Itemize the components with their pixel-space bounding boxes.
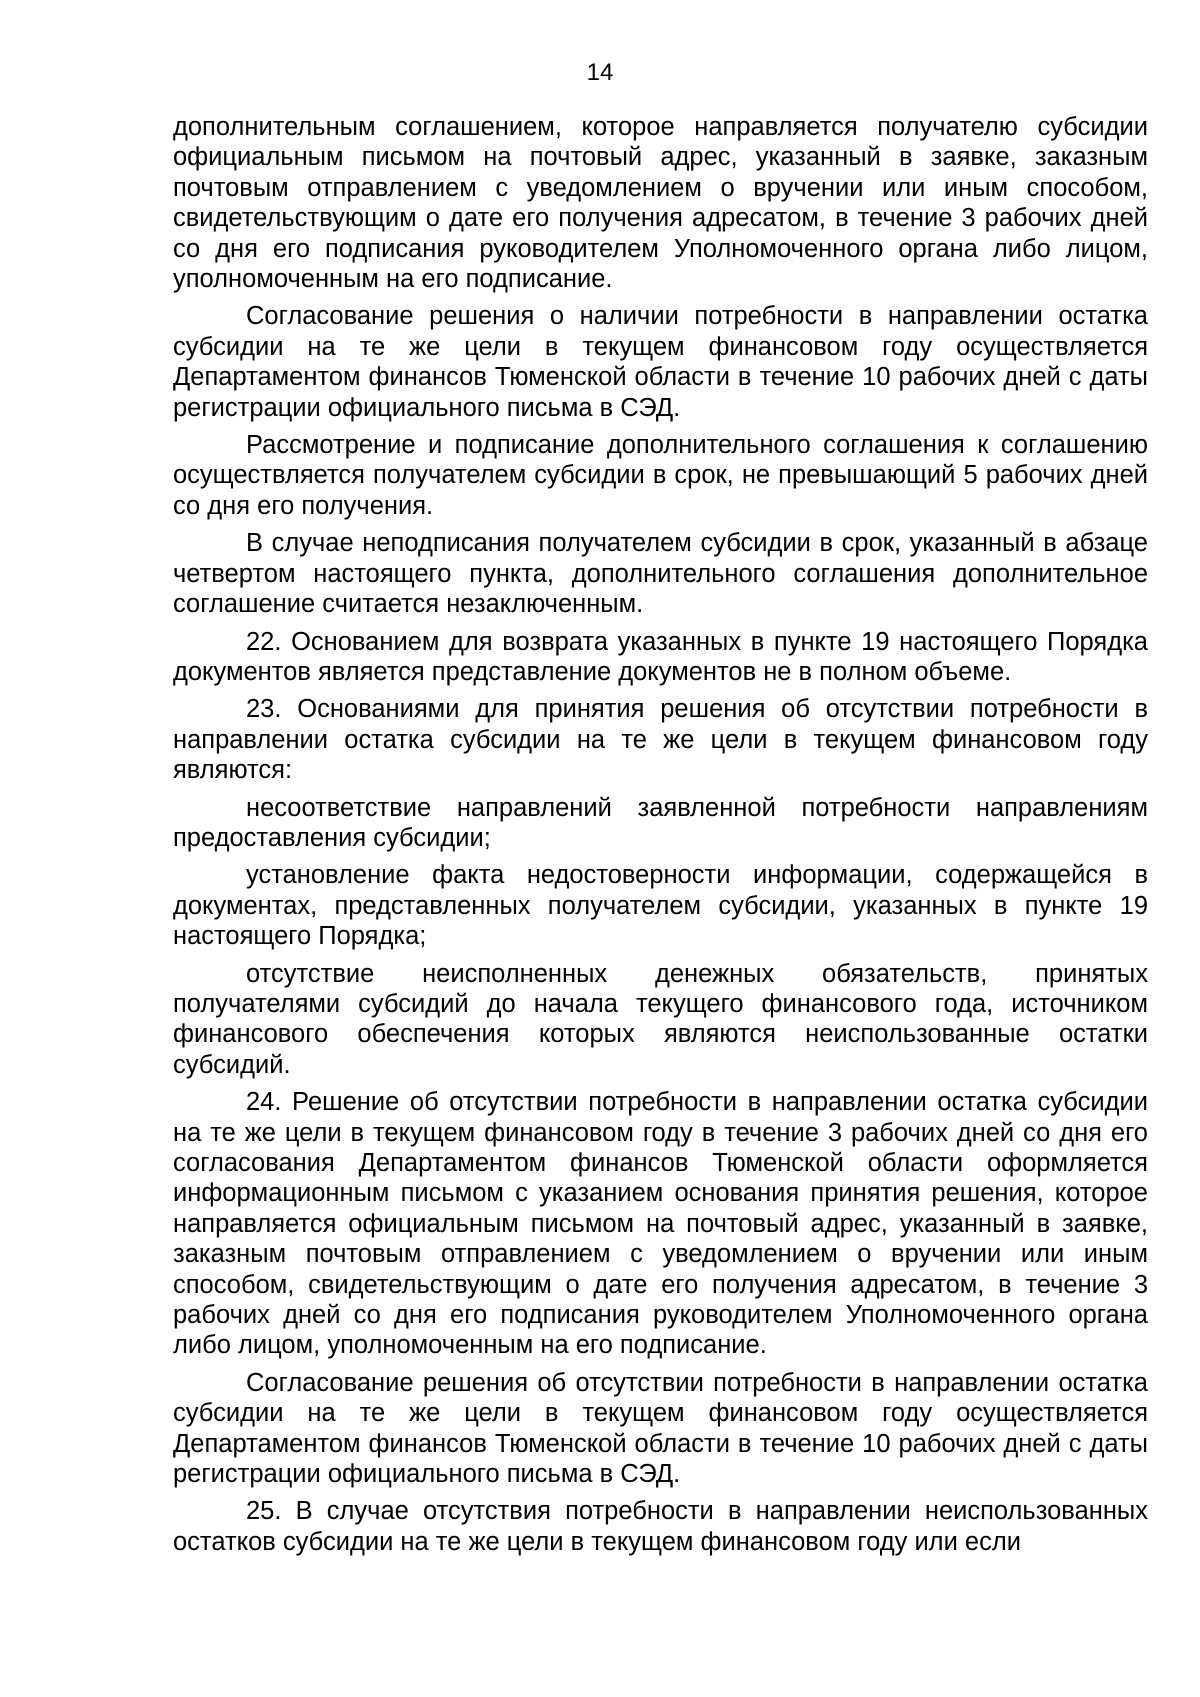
paragraph-approval-presence: Согласование решения о наличии потребности в направлении остатка субсидии на те же цели в текущем финансовом году осуществляется Департаментом финансов Тюменской области в течение 10 рабочих дней с даты регистрации официального письма в СЭД. [173,302,1148,422]
paragraph-continuation: дополнительным соглашением, которое направляется получателю субсидии официальным письмом на почтовый адрес, указанный в заявке, заказным почтовым отправлением с уведомлением о вручении или иным способом, свидетельствующим о дате его получения адресатом, в течение 3 рабочих дней со дня его подписания руководителем Уполномоченного органа либо лицом, уполномоченным на его подписание. [173,113,1148,294]
paragraph-item-23-ground-3: отсутствие неисполненных денежных обязательств, принятых получателями субсидий до начала текущего финансового года, источником финансового обеспечения которых являются неиспользованные остатки субсидий. [173,959,1148,1079]
paragraph-approval-absence: Согласование решения об отсутствии потребности в направлении остатка субсидии на те же цели в текущем финансовом году осуществляется Департаментом финансов Тюменской области в течение 10 рабочих дней с даты регистрации официального письма в СЭД. [173,1368,1148,1489]
paragraph-item-23-ground-1: несоответствие направлений заявленной потребности направлениям предоставления субсидии; [173,793,1148,852]
paragraph-item-24: 24. Решение об отсутствии потребности в направлении остатка субсидии на те же цели в текущем финансовом году в течение 3 рабочих дней со дня его согласования Департаментом финансов Тюменской области оформляется информационным письмом с указанием основания принятия решения, которое направляется официальным письмом на почтовый адрес, указанный в заявке, заказным почтовым отправлением с уведомлением о вручении или иным способом, свидетельствующим о дате его получения адресатом, в течение 3 рабочих дней со дня его подписания руководителем Уполномоченного органа либо лицом, уполномоченным на его подписание. [173,1088,1148,1360]
paragraph-item-23: 23. Основаниями для принятия решения об отсутствии потребности в направлении остатка субсидии на те же цели в текущем финансовом году являются: [173,695,1148,785]
paragraph-non-signing: В случае неподписания получателем субсидии в срок, указанный в абзаце четвертом настоящего пункта, дополнительного соглашения дополнительное соглашение считается незаключенным. [173,529,1148,619]
paragraph-item-25: 25. В случае отсутствия потребности в направлении неиспользованных остатков субсидии на те же цели в текущем финансовом году или если [173,1497,1148,1556]
paragraph-item-22: 22. Основанием для возврата указанных в пункте 19 настоящего Порядка документов является представление документов не в полном объеме. [173,627,1148,686]
document-body [173,112,1148,1564]
paragraph-review-signing: Рассмотрение и подписание дополнительного соглашения к соглашению осуществляется получателем субсидии в срок, не превышающий 5 рабочих дней со дня его получения. [173,431,1148,520]
page-number: 14 [586,59,614,86]
paragraph-item-23-ground-2: установление факта недостоверности информации, содержащейся в документах, представленных получателем субсидии, указанных в пункте 19 настоящего Порядка; [173,861,1148,951]
